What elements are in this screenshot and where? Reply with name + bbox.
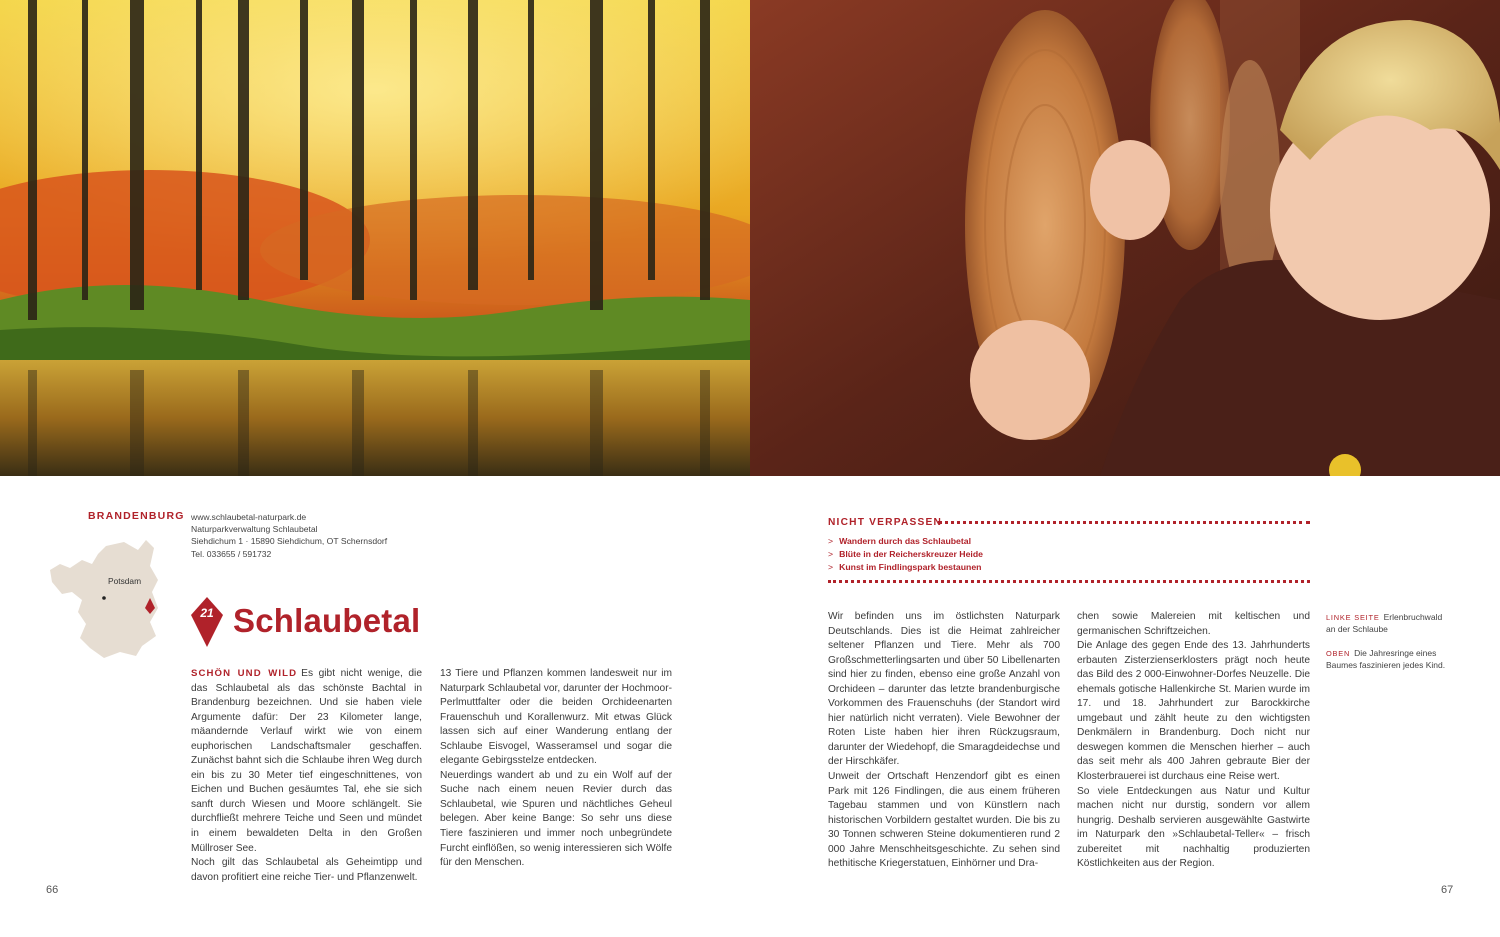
text-column-3 [828,610,1060,872]
arrow-icon: > [828,562,834,573]
paragraph: chen sowie Malereien mit keltischen und germanischen Schriftzeichen. [1077,611,1310,637]
text-column-1 [191,667,422,885]
list-item-label: Kunst im Findlingspark bestaunen [839,562,982,573]
text-column-4 [1077,610,1310,872]
list-item [828,548,983,561]
dotted-divider [828,580,1310,583]
logs-photo [750,0,1500,476]
caption-text: Erlenbruchwald an der Schlaube [1326,612,1443,634]
paragraph: Unweit der Ortschaft Henzendorf gibt es einen Park mit 126 Findlingen, die aus einem früheren Tagebau stammen und von Künstlern nach historischen Vorbildern gestaltet wurden. Die bis zu 30 Tonnen schweren Steine dokumentieren rund 2 000 Jahre Menschheitsgeschichte. Zu sehen sind hethitische Kriegerstatuen, Einhörner und Dra- [828,771,1060,870]
paragraph: Noch gilt das Schlaubetal als Geheimtipp und davon profitiert eine reiche Tier- und Pflanzenwelt. [191,857,422,883]
highlights-list [828,535,983,575]
dotted-divider [938,521,1310,524]
list-item-label: Blüte in der Reicherskreuzer Heide [839,549,983,560]
region-label: BRANDENBURG [88,510,185,522]
paragraph: Wir befinden uns im östlichsten Naturpark Deutschlands. Dies ist die Heimat zahlreicher seltener Pflanzen und Tiere. Mehr als 700 Großschmetterlingsarten und über 50 Libellenarten sind hier zu finden, ebenso eine große Anzahl von Orchideen – darunter das letzte brandenburgische Vorkommen des Frauenschuhs (der Standort wird hier natürlich nicht verraten). Viele Bewohner der Roten Liste haben hier ihren Rückzugsraum, darunter der Wiedehopf, die Smaragdeidechse und der Hirschkäfer. [828,611,1060,768]
phone: Tel. 033655 / 591732 [191,548,272,559]
list-item [828,561,983,574]
paragraph: 13 Tiere und Pflanzen kommen landesweit nur im Naturpark Schlaubetal vor, darunter der Hochmoor-Perlmuttfalter oder die beiden Orchideenarten Frauenschuh und Korallenwurz. Mit etwas Glück lassen sich auf einer Wanderung entlang der Schlaube Eisvogel, Wasseramsel und sogar die elegante Gebirgsstelze entdecken. [440,668,672,767]
lead-label: SCHÖN UND WILD [191,668,298,679]
page-title: Schlaubetal [233,602,421,639]
paragraph: Neuerdings wandert ab und zu ein Wolf auf der Suche nach einem neuen Revier durch das Schlaubetal, wie Spuren und nächtliches Geheul belegen. Aber keine Bange: So sehr uns diese Tiere faszinieren und immer noch unbegründete Furcht einflößen, so wenig interessieren sich Wölfe für den Menschen. [440,769,672,869]
brandenburg-map [46,536,186,660]
arrow-icon: > [828,536,834,546]
box-title: NICHT VERPASSEN [828,517,943,528]
tour-number: 21 [200,606,214,620]
tour-number-badge [191,597,223,647]
arrow-icon: > [828,549,834,560]
list-item-label: Wandern durch das Schlaubetal [839,536,972,546]
list-item [828,535,983,548]
forest-photo [0,0,750,476]
address: Siehdichum 1 · 15890 Siehdichum, OT Schernsdorf [191,536,388,547]
photo-caption [1326,648,1452,672]
photo-caption [1326,612,1452,636]
caption-label: OBEN [1326,649,1351,658]
organization-name: Naturparkverwaltung Schlaubetal [191,524,318,535]
paragraph: Es gibt nicht wenige, die das Schlaubetal als das schönste Bachtal in Brandenburg bezeichnen. Und sie haben viele Argumente dafür: Der 23 Kilometer lange, mäandernde Verlauf wirkt wie von einem euphorischen Landschaftsmaler geschaffen. Zunächst bahnt sich die Schlaube ihren Weg durch ein bis zu 30 Meter tief eingeschnittenes, von Eichen und Buchen gesäumtes Tal, ehe sie sich sanft durch Wiesen und Moore schlängelt. Sie durchfließt mehrere Teiche und Seen und mündet in einem bewaldeten Delta in den Großen Müllroser See. [191,668,422,854]
text-column-2 [440,667,672,871]
map-city-label: Potsdam [108,576,142,586]
paragraph: So viele Entdeckungen aus Natur und Kultur machen nicht nur durstig, sondern vor allem hungrig. Deshalb servieren ausgewählte Gastwirte im Naturpark den »Schlaubetal-Teller« – frisch zubereitet mit nachhaltig produzierten Köstlichkeiten aus der Region. [1077,785,1310,870]
caption-text: Die Jahresringe eines Baumes faszinieren jedes Kind. [1326,648,1446,670]
paragraph: Die Anlage des gegen Ende des 13. Jahrhunderts erbauten Zisterzienserklosters prägt noch heute das Bild des 2 000-Einwohner-Dorfes Neuzelle. Die ehemals gotische Hallenkirche St. Marien wurde im 17. und 18. Jahrhundert zur Barockkirche umgebaut und zählt heute zu den wichtigsten Denkmälern in Brandenburg. Doch nicht nur deswegen kommen die Menschen hierher – auch das seit mehr als 400 Jahren gebraute Bier der Klosterbrauerei ist durchaus eine Reise wert. [1077,640,1310,783]
page-number-right: 67 [1441,884,1454,896]
page-number-left: 66 [46,884,59,896]
contact-info [191,511,387,560]
caption-label: LINKE SEITE [1326,613,1380,622]
website-link[interactable]: www.schlaubetal-naturpark.de [191,512,307,522]
